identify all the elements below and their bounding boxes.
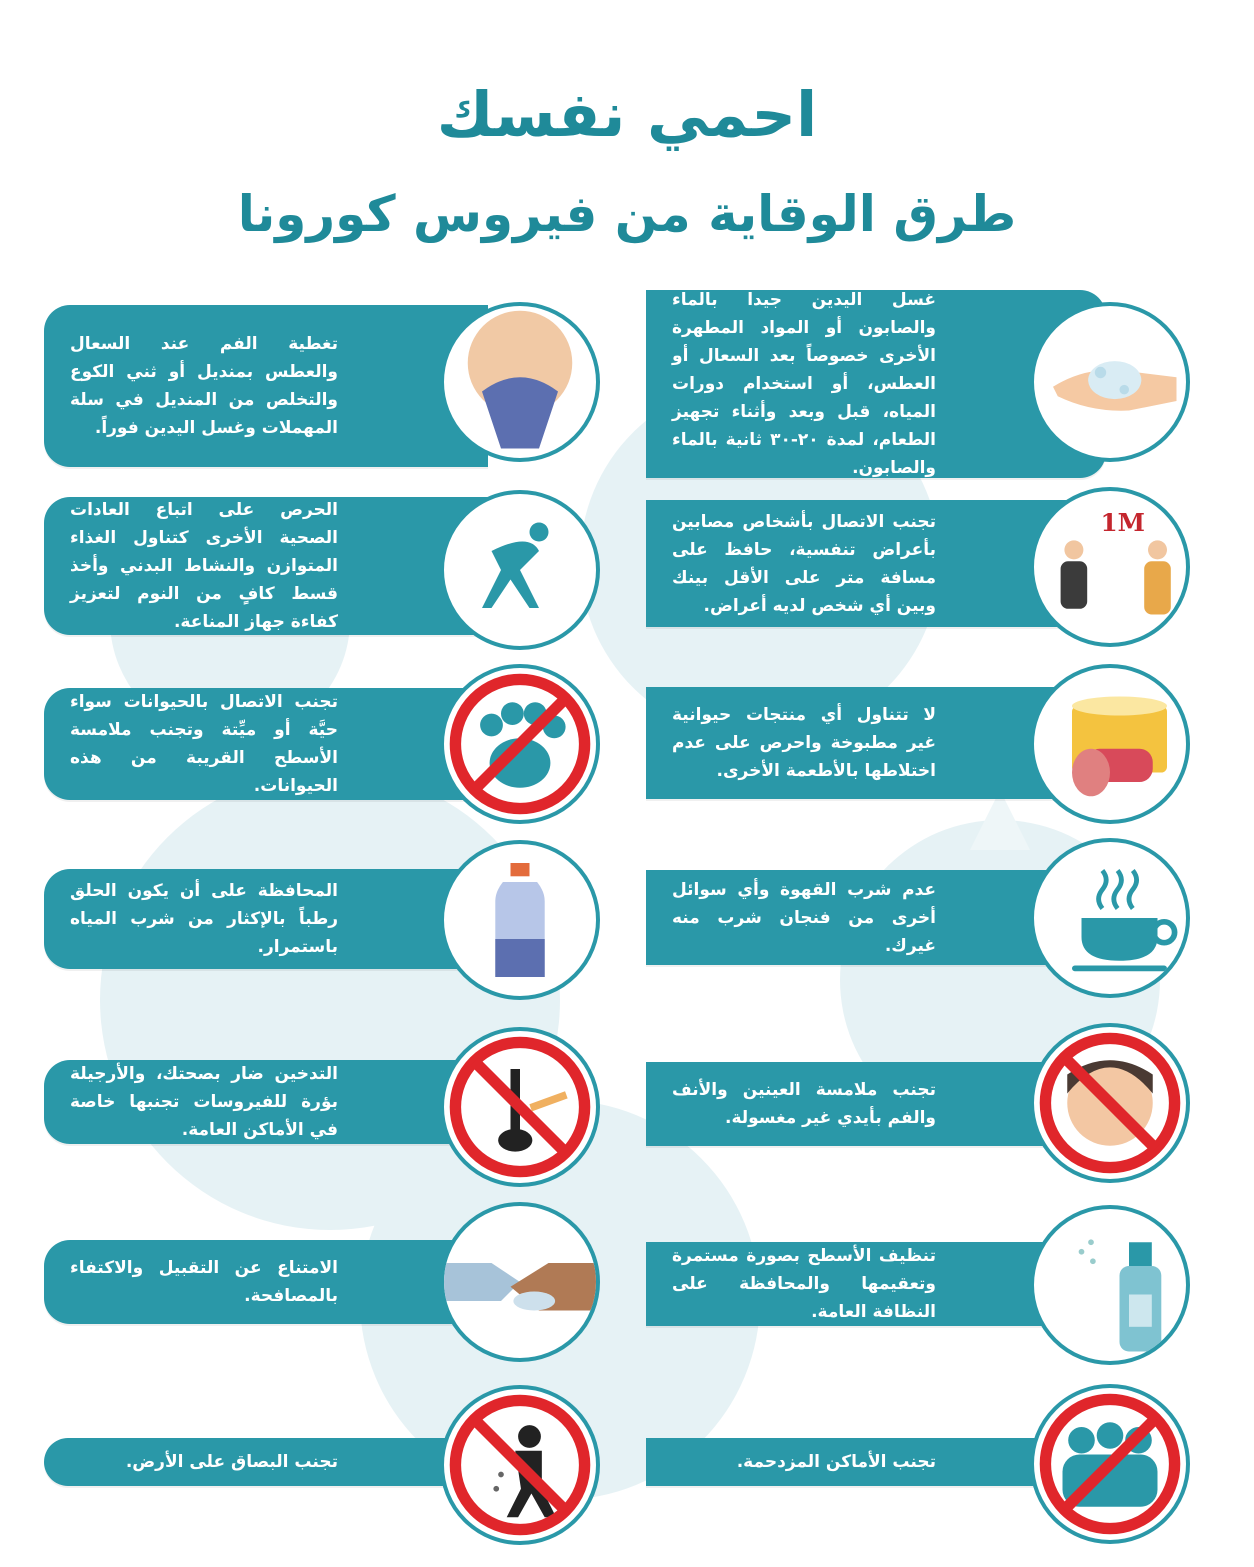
tip-text: الحرص على اتباع العادات الصحية الأخرى كتناول الغذاء المتوازن والنشاط البدني وأخذ قسط كافٍ من النوم لتعزيز كفاءة جهاز المناعة. bbox=[70, 500, 338, 632]
tip-text: تجنب الأماكن المزدحمة. bbox=[736, 1452, 936, 1472]
tip-text: عدم شرب القهوة وأي سوائل أخرى من فنجان شرب منه غيرك. bbox=[672, 879, 936, 956]
tip-text: تجنب ملامسة العينين والأنف والفم بأيدي غير مغسولة. bbox=[672, 1080, 936, 1128]
sneeze-tissue-icon bbox=[440, 302, 600, 462]
tip-card-spitting bbox=[44, 1438, 488, 1486]
raw-meat-pot-icon bbox=[1030, 664, 1190, 824]
tip-text: لا تتناول أي منتجات حيوانية غير مطبوخة واحرص على عدم اختلاطها بالأطعمة الأخرى. bbox=[672, 705, 936, 781]
tip-card-water bbox=[44, 869, 488, 969]
tip-text: تجنب الاتصال بالحيوانات سواء حيَّة أو ميِّتة وتجنب ملامسة الأسطح القريبة من هذه الحيوانات. bbox=[70, 692, 338, 796]
distance-label: 1M bbox=[1100, 507, 1146, 537]
tip-text: التدخين ضار بصحتك، والأرجيلة بؤرة للفيروسات تجنبها خاصة في الأماكن العامة. bbox=[70, 1064, 338, 1140]
no-face-touching-icon bbox=[1030, 1023, 1190, 1183]
tip-text: غسل اليدين جيدا بالماء والصابون أو المواد المطهرة الأخرى خصوصاً بعد السعال أو العطس، أو استخدام دورات المياه، قبل وبعد وأثناء تجهيز الطعام، لمدة ٢٠-٣٠ ثانية بالماء والصابون. bbox=[672, 290, 936, 478]
water-bottle-icon bbox=[440, 840, 600, 1000]
tip-text: الامتناع عن التقبيل والاكتفاء بالمصافحة. bbox=[70, 1258, 338, 1306]
page-title: احمي نفسك bbox=[436, 78, 818, 151]
no-spitting-icon bbox=[440, 1385, 600, 1545]
exercise-icon bbox=[440, 490, 600, 650]
tip-text: المحافظة على أن يكون الحلق رطباً بالإكثار من شرب المياه باستمرار. bbox=[70, 881, 338, 957]
tip-text: تجنب البصاق على الأرض. bbox=[125, 1452, 338, 1472]
tip-card-smoking bbox=[44, 1060, 488, 1144]
tip-card-sneezing bbox=[44, 305, 488, 467]
no-animals-icon bbox=[440, 664, 600, 824]
tip-text: تنظيف الأسطح بصورة مستمرة وتعقيمها والمحافظة على النظافة العامة. bbox=[672, 1246, 936, 1322]
tip-card-animals bbox=[44, 688, 488, 800]
coffee-cup-icon bbox=[1030, 838, 1190, 998]
tip-text: تغطية الفم عند السعال والعطس بمنديل أو ثني الكوع والتخلص من المنديل في سلة المهملات وغسل اليدين فوراً. bbox=[70, 334, 338, 438]
hand-washing-icon bbox=[1030, 302, 1190, 462]
page-subtitle: طرق الوقاية من فيروس كورونا bbox=[237, 185, 1017, 243]
tip-card-healthy-habits bbox=[44, 497, 488, 635]
no-crowds-icon bbox=[1030, 1384, 1190, 1544]
no-smoking-icon bbox=[440, 1027, 600, 1187]
tip-text: تجنب الاتصال بأشخاص مصابين بأعراض تنفسية، حافظ على مسافة متر على الأقل بينك وبين أي شخص لديه أعراض. bbox=[672, 511, 936, 616]
tip-card-handshake bbox=[44, 1240, 488, 1324]
social-distance-icon bbox=[1030, 487, 1190, 647]
handshake-icon bbox=[440, 1202, 600, 1362]
disinfectant-spray-icon bbox=[1030, 1205, 1190, 1365]
